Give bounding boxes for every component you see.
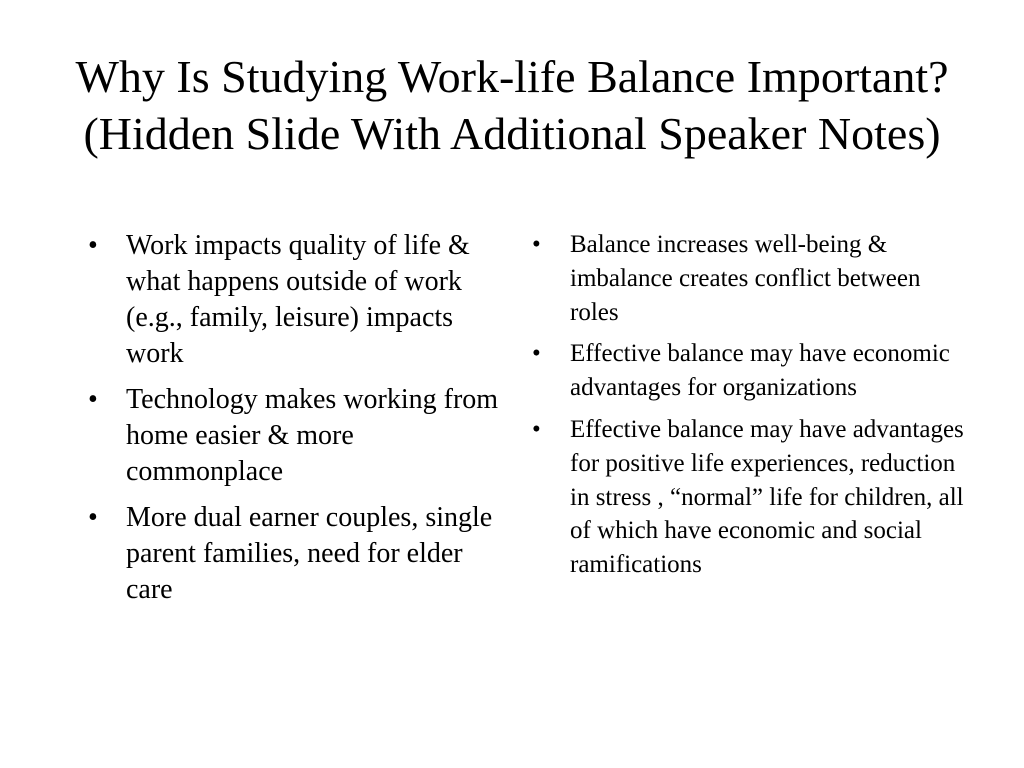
bullet-text: Effective balance may have advantages for positive life experiences, reduction in stress , “normal” life for children, all of which have economic and social ramifications	[570, 415, 964, 579]
bullet-icon: •	[532, 415, 541, 443]
bullet-text: Effective balance may have economic advantages for organizations	[570, 340, 950, 402]
bullet-text: Technology makes working from home easier & more commonplace	[126, 384, 499, 487]
bullet-text: More dual earner couples, single parent families, need for elder care	[126, 502, 493, 605]
list-item	[532, 228, 972, 329]
list-item	[88, 228, 508, 372]
left-bullet-list	[88, 228, 508, 618]
bullet-icon: •	[88, 502, 98, 533]
bullet-icon: •	[532, 340, 541, 368]
bullet-icon: •	[532, 231, 541, 258]
bullet-text: Balance increases well-being & imbalance creates conflict between roles	[570, 231, 921, 326]
bullet-icon: •	[88, 230, 98, 261]
list-item	[88, 500, 508, 608]
right-bullet-list	[532, 228, 972, 590]
bullet-icon: •	[88, 384, 98, 415]
list-item	[532, 337, 972, 405]
list-item	[88, 382, 508, 490]
list-item	[532, 413, 972, 582]
slide-title: Why Is Studying Work-life Balance Important? (Hidden Slide With Additional Speaker Notes)	[75, 51, 949, 159]
bullet-text: Work impacts quality of life & what happens outside of work (e.g., family, leisure) impacts work	[126, 230, 470, 369]
